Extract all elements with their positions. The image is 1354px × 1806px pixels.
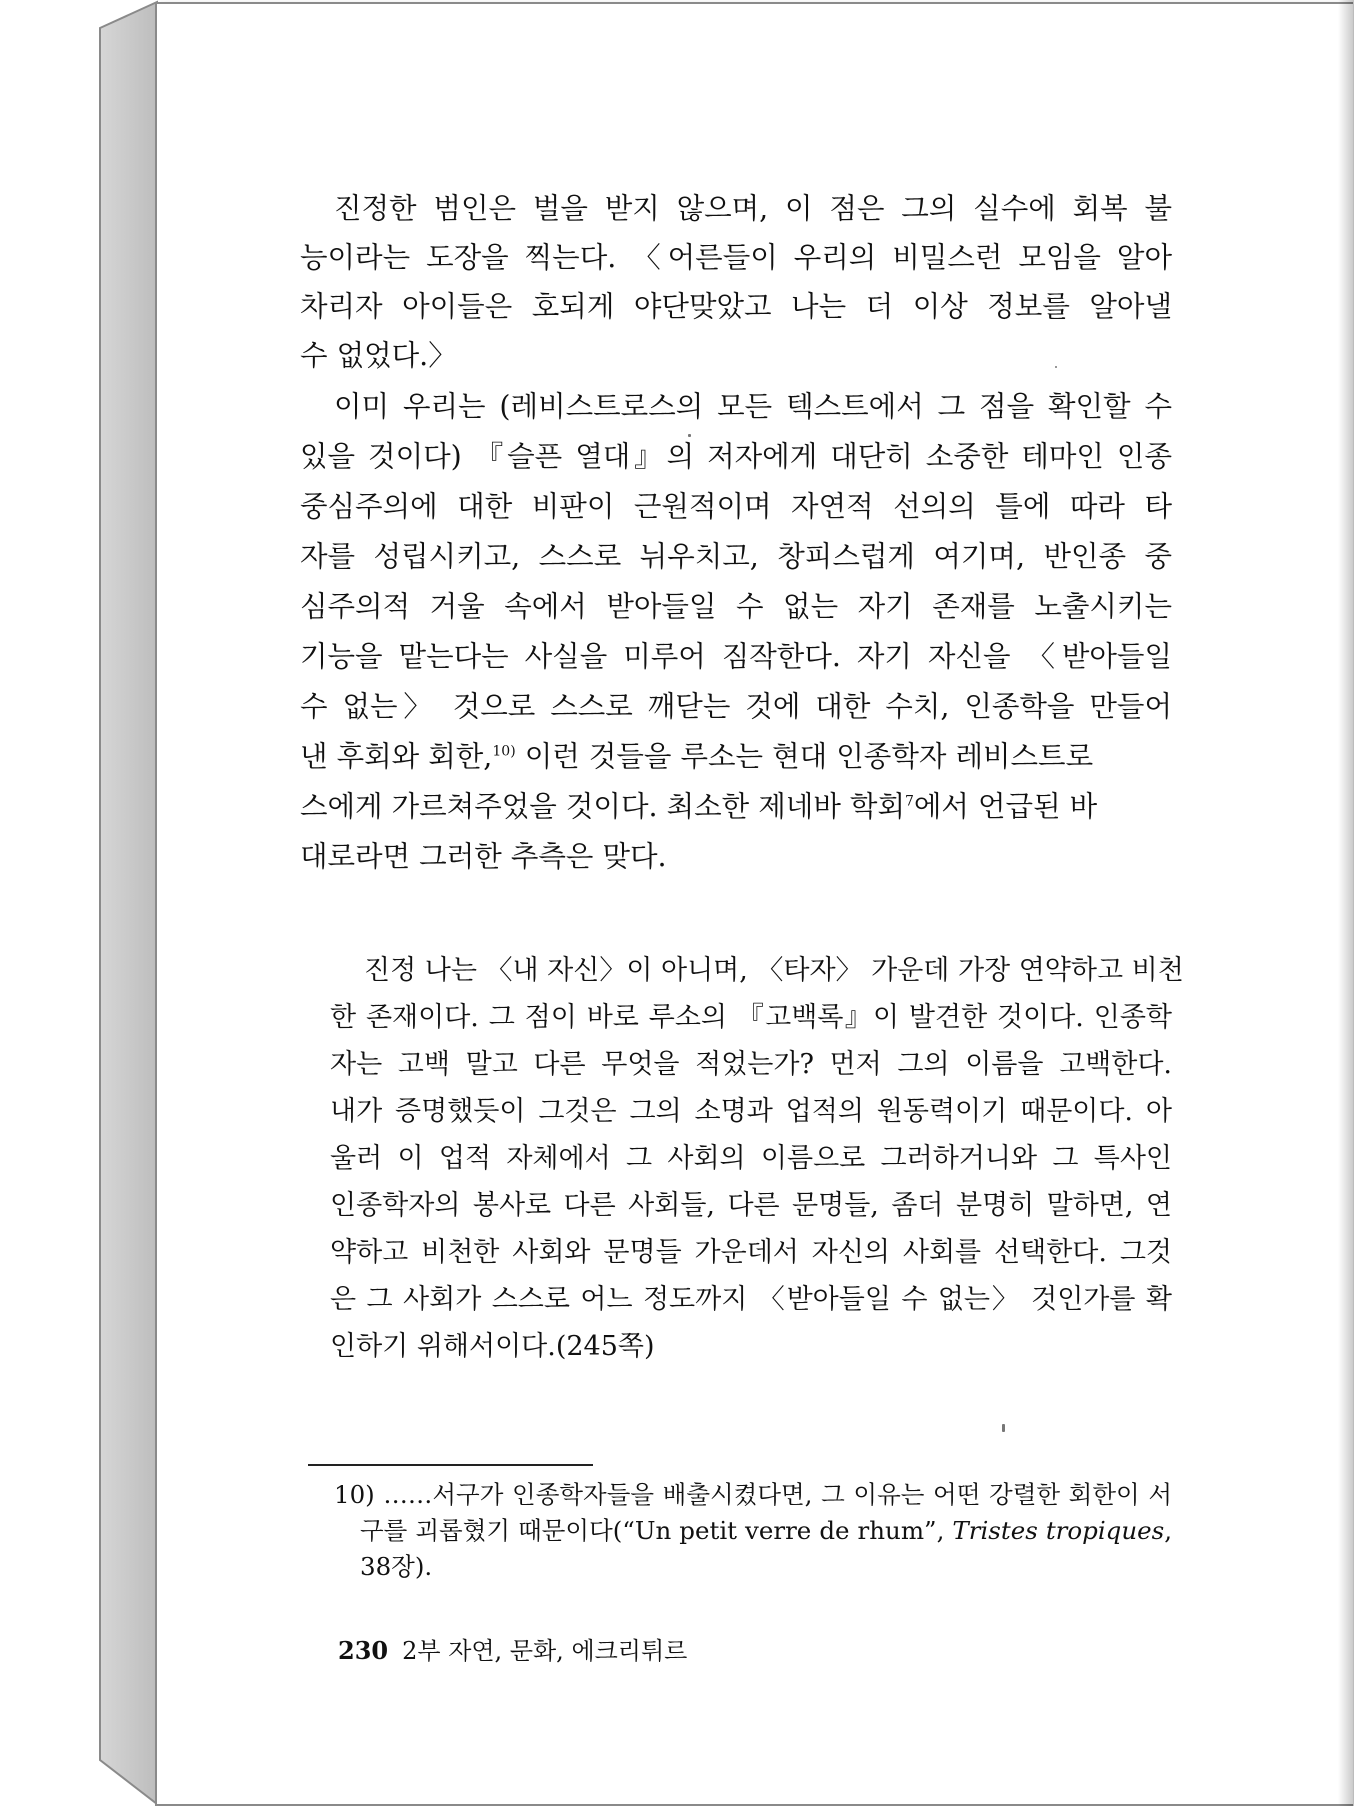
quote-line: 내가 증명했듯이 그것은 그의 소명과 업적의 원동력이기 때문이다. 아 <box>330 1096 1172 1127</box>
text-line: 수 없는〉 것으로 스스로 깨닫는 것에 대한 수치, 인종학을 만들어 <box>300 690 1172 723</box>
page-edge-shadow <box>1338 0 1354 1806</box>
text-line: 이미 우리는 (레비스트로스의 모든 텍스트에서 그 점을 확인할 수 <box>334 390 1172 423</box>
text-span: , <box>1164 1516 1172 1545</box>
quote-line: 인하기 위해서이다.(245쪽) <box>330 1331 655 1362</box>
page-footer <box>338 1636 687 1666</box>
text-line: 자를 성립시키고, 스스로 뉘우치고, 창피스럽게 여기며, 반인종 중 <box>300 540 1172 573</box>
book-spine <box>0 0 160 1806</box>
quote-line: 진정 나는 〈내 자신〉이 아니며, 〈타자〉 가운데 가장 연약하고 비천 <box>364 955 1184 986</box>
footnote-line: 38장). <box>360 1552 433 1581</box>
footnote-ref: 10) <box>492 743 516 760</box>
quote-line: 한 존재이다. 그 점이 바로 루소의 『고백록』이 발견한 것이다. 인종학 <box>330 1002 1172 1033</box>
text-span: 낸 후회와 회한, <box>300 740 493 773</box>
running-head: 2부 자연, 문화, 에크리튀르 <box>402 1637 688 1665</box>
text-span: 에서 언급된 바 <box>913 790 1098 823</box>
text-line: 수 없었다.〉 <box>300 339 457 372</box>
text-span: 이런 것들을 루소는 현대 인종학자 레비스트로 <box>515 740 1094 773</box>
footnote-divider <box>308 1464 593 1466</box>
scan-speck <box>688 434 691 437</box>
text-line: 대로라면 그러한 추측은 맞다. <box>300 840 667 873</box>
footnote-line <box>360 1516 1172 1546</box>
footnote-line: 10) ……서구가 인종학자들을 배출시켰다면, 그 이유는 어떤 강렬한 회한이 서 <box>334 1480 1172 1509</box>
quote-line: 인종학자의 봉사로 다른 사회들, 다른 문명들, 좀더 분명히 말하면, 연 <box>330 1190 1172 1221</box>
text-line <box>300 740 1172 774</box>
text-line: 있을 것이다) 『슬픈 열대』의 저자에게 대단히 소중한 테마인 인종 <box>300 440 1172 473</box>
quote-line: 울러 이 업적 자체에서 그 사회의 이름으로 그러하거니와 그 특사인 <box>330 1143 1172 1174</box>
text-span: 스에게 가르쳐주었을 것이다. 최소한 제네바 학회 <box>300 790 905 823</box>
footnote-ref: 7 <box>904 793 914 810</box>
quote-line: 은 그 사회가 스스로 어느 정도까지 〈받아들일 수 없는〉 것인가를 확 <box>330 1284 1172 1315</box>
scan-speck <box>1055 366 1057 368</box>
quote-line: 약하고 비천한 사회와 문명들 가운데서 자신의 사회를 선택한다. 그것 <box>330 1237 1172 1268</box>
footnote <box>334 1480 1172 1590</box>
main-text <box>300 192 1172 892</box>
text-line: 중심주의에 대한 비판이 근원적이며 자연적 선의의 틀에 따라 타 <box>300 490 1172 523</box>
text-line: 기능을 맡는다는 사실을 미루어 짐작한다. 자기 자신을 〈받아들일 <box>300 640 1172 673</box>
text-span: 구를 괴롭혔기 때문이다(“Un petit verre de rhum”, <box>360 1516 953 1545</box>
page-number: 230 <box>338 1636 389 1665</box>
text-line <box>300 790 1172 824</box>
text-line: 진정한 범인은 벌을 받지 않으며, 이 점은 그의 실수에 회복 불 <box>334 192 1172 225</box>
block-quote <box>330 955 1184 1395</box>
text-line: 심주의적 거울 속에서 받아들일 수 없는 자기 존재를 노출시키는 <box>300 590 1172 623</box>
text-line: 능이라는 도장을 찍는다. 〈어른들이 우리의 비밀스런 모임을 알아 <box>300 241 1172 274</box>
book-title: Tristes tropiques <box>952 1516 1165 1545</box>
scan-speck <box>1002 1424 1005 1432</box>
quote-line: 자는 고백 말고 다른 무엇을 적었는가? 먼저 그의 이름을 고백한다. <box>330 1049 1172 1080</box>
text-line: 차리자 아이들은 호되게 야단맞았고 나는 더 이상 정보를 알아낼 <box>300 290 1172 323</box>
